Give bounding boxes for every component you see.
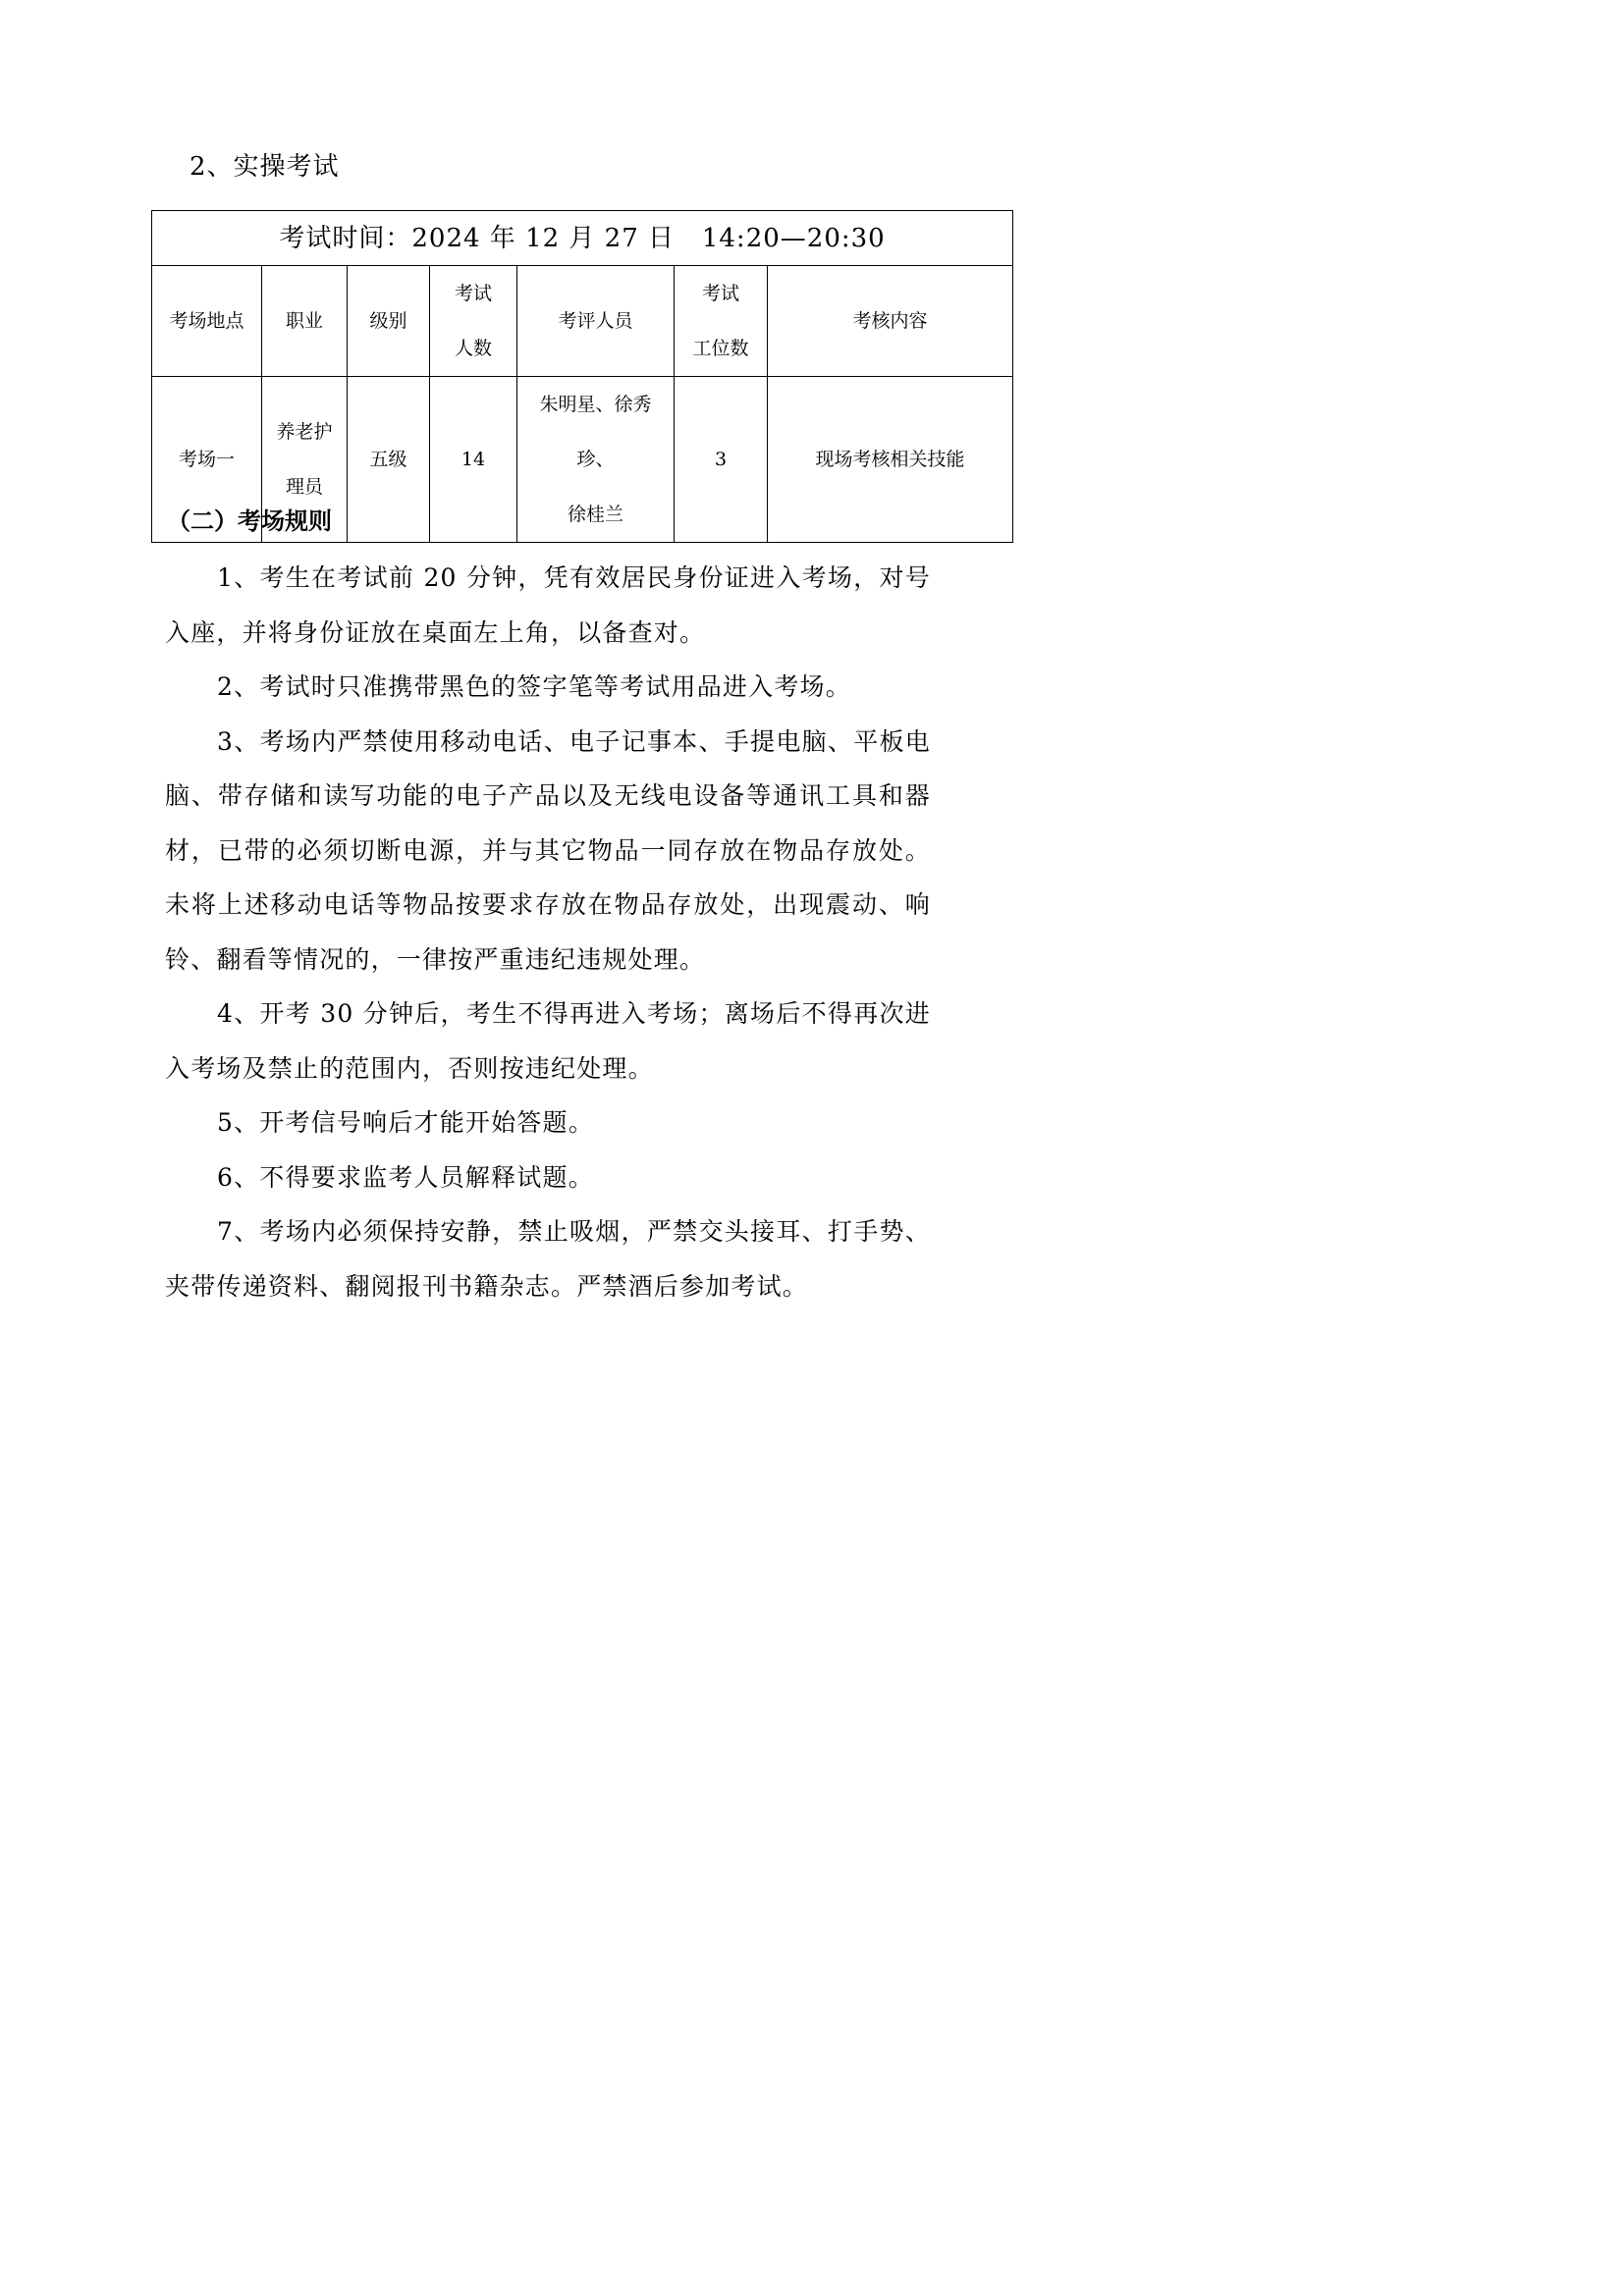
cell-content-value: 现场考核相关技能 bbox=[815, 449, 965, 470]
header-occupation-label: 职业 bbox=[285, 310, 323, 332]
exam-schedule-table bbox=[151, 210, 1013, 543]
cell-level bbox=[348, 377, 430, 543]
header-stations-line2: 工位数 bbox=[692, 338, 749, 359]
section-title: 2、实操考试 bbox=[189, 152, 340, 182]
rule-item: 4、开考 30 分钟后，考生不得再进入考场；离场后不得再次进入考场及禁止的范围内，否则按违纪处理。 bbox=[165, 999, 931, 1083]
cell-examiners-line2: 徐桂兰 bbox=[567, 504, 623, 525]
cell-occupation-value bbox=[276, 404, 332, 514]
table-header-row bbox=[152, 266, 1013, 377]
rule-item: 3、考场内严禁使用移动电话、电子记事本、手提电脑、平板电脑、带存储和读写功能的电子产品以及无线电设备等通讯工具和器材，已带的必须切断电源，并与其它物品一同存放在物品存放处。未将上述移动电话等物品按要求存放在物品存放处，出现震动、响铃、翻看等情况的，一律按严重违纪违规处理。 bbox=[165, 726, 931, 974]
header-stations-line1: 考试 bbox=[701, 283, 739, 304]
cell-occupation-line1: 养老护 bbox=[276, 421, 333, 443]
cell-level-value: 五级 bbox=[369, 449, 407, 470]
header-level bbox=[348, 266, 430, 377]
rule-item: 2、考试时只准携带黑色的签字笔等考试用品进入考场。 bbox=[217, 672, 851, 701]
rules-heading: （二）考场规则 bbox=[167, 507, 332, 535]
header-location-label: 考场地点 bbox=[169, 310, 244, 332]
cell-examiners bbox=[517, 377, 675, 543]
header-content bbox=[768, 266, 1013, 377]
rule-item: 7、考场内必须保持安静，禁止吸烟，严禁交头接耳、打手势、夹带传递资料、翻阅报刊书籍杂志。严禁酒后参加考试。 bbox=[165, 1217, 931, 1301]
exam-time-label: 考试时间： bbox=[279, 223, 412, 253]
cell-stations bbox=[675, 377, 768, 543]
cell-location-value: 考场一 bbox=[178, 449, 235, 470]
rule-item: 5、开考信号响后才能开始答题。 bbox=[217, 1108, 594, 1137]
rules-list bbox=[165, 551, 931, 1313]
header-examinees bbox=[430, 266, 517, 377]
cell-occupation-line2: 理员 bbox=[285, 476, 323, 498]
cell-examinees-value: 14 bbox=[460, 449, 486, 470]
header-stations-label bbox=[692, 266, 748, 376]
rule-item: 1、考生在考试前 20 分钟，凭有效居民身份证进入考场，对号入座，并将身份证放在桌面左上角，以备查对。 bbox=[165, 563, 931, 647]
header-location bbox=[152, 266, 262, 377]
header-level-label: 级别 bbox=[369, 310, 407, 332]
header-examinees-line1: 考试 bbox=[454, 283, 492, 304]
header-occupation bbox=[262, 266, 348, 377]
exam-time-row bbox=[152, 211, 1013, 266]
header-examiners bbox=[517, 266, 675, 377]
cell-examinees bbox=[430, 377, 517, 543]
exam-time-range: 14:20—20:30 bbox=[701, 223, 886, 253]
cell-stations-value: 3 bbox=[714, 449, 728, 470]
header-stations bbox=[675, 266, 768, 377]
cell-examiners-value bbox=[521, 377, 670, 542]
header-examiners-label: 考评人员 bbox=[558, 310, 633, 332]
header-examinees-line2: 人数 bbox=[454, 338, 492, 359]
cell-examiners-line1: 朱明星、徐秀珍、 bbox=[539, 394, 652, 470]
exam-time-date: 2024 年 12 月 27 日 bbox=[411, 223, 676, 253]
cell-content bbox=[768, 377, 1013, 543]
exam-time-cell bbox=[152, 211, 1013, 266]
header-content-label: 考核内容 bbox=[852, 310, 928, 332]
rule-item: 6、不得要求监考人员解释试题。 bbox=[217, 1162, 594, 1192]
header-examinees-label bbox=[455, 266, 492, 376]
